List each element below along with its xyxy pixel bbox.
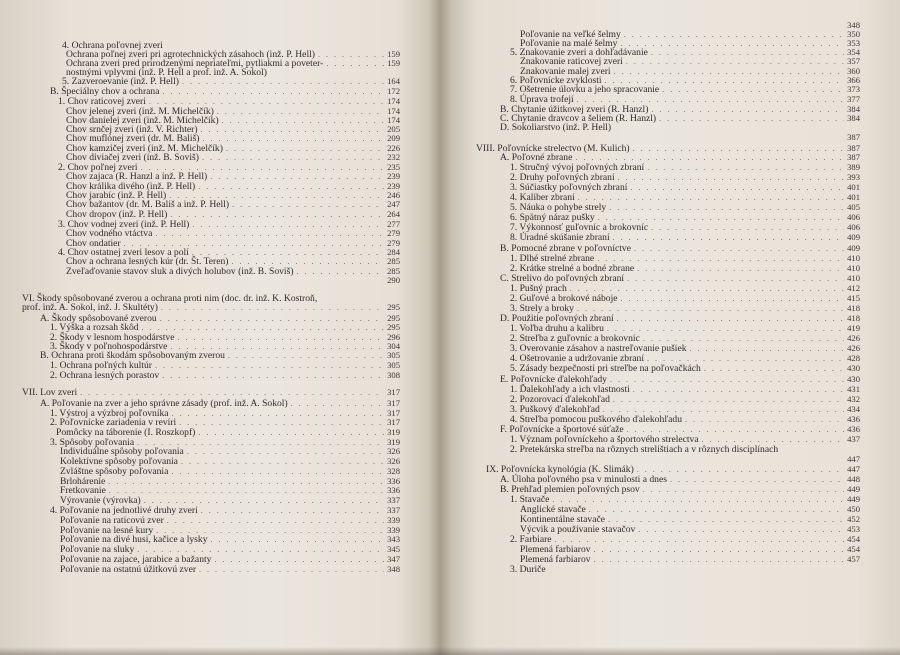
toc-page-number: 350 [847, 29, 860, 39]
toc-entry [510, 232, 860, 243]
toc-page-number: 387 [847, 132, 860, 142]
toc-entry-title: Znakovanie malej zveri [520, 66, 611, 77]
toc-entry-title: Zveľaďovanie stavov sluk a divých holubov (inž. B. Soviš) [66, 266, 294, 277]
toc-entry-title: E. Poľovnícke ďalekohľady [500, 374, 607, 385]
toc-page-number: 412 [847, 283, 860, 293]
toc-page-number: 295 [387, 313, 400, 323]
toc-entry [22, 387, 400, 398]
toc-entry [60, 564, 400, 575]
toc-page-number: 357 [847, 56, 860, 66]
toc-page-number: 159 [387, 49, 400, 59]
toc-entry-title: 8. Úradné skúšanie zbraní [510, 232, 610, 243]
toc-entry-title: 2. Škody v lesnom hospodárstve [50, 332, 175, 343]
toc-entry-title: 3. Strely a broky [510, 303, 574, 314]
toc-page-number: 279 [387, 228, 400, 238]
toc-entry-title: 1. Význam poľovníckeho a športového strelectva [510, 434, 699, 445]
toc-entry-title: B. Pomocné zbrane v poľovníctve [500, 243, 631, 254]
toc-entry-title: 2. Druhy poľovných zbraní [510, 172, 615, 183]
toc-entry-title: 1. Výstroj a výzbroj poľovníka [50, 408, 169, 419]
toc-entry-title: Poľovanie na veľké šelmy [520, 29, 621, 40]
dot-leader [80, 387, 384, 398]
toc-page-number: 430 [847, 363, 860, 373]
toc-entry-title: Zvláštne spôsoby poľovania [60, 466, 169, 477]
toc-page-number: 247 [387, 199, 400, 209]
toc-page-number: 360 [847, 66, 860, 76]
toc-entry-title: Kontinentálne stavače [520, 514, 605, 525]
toc-page-number: 454 [847, 534, 860, 544]
toc-entry-title: 3. Puškový ďalekohľad [510, 404, 600, 415]
toc-entry-title: 4. Chov ostatnej zveri lesov a polí [58, 247, 189, 258]
toc-page-number: 447 [847, 464, 860, 474]
toc-entry-title: 2. Pozorovací ďalekohľad [510, 394, 610, 405]
toc-page-number: 305 [387, 360, 400, 370]
toc-entry-title: C. Chytanie dravcov a šeliem (R. Hanzl) [500, 113, 657, 124]
toc-entry-title: B. Chytanie úžitkovej zveri (R. Hanzl) [500, 104, 649, 115]
toc-page-number: 296 [387, 332, 400, 342]
toc-entry-title: A. Poľovné zbrane [500, 152, 573, 163]
toc-page-number: 343 [387, 534, 400, 544]
toc-entry-title: Chov ondatier [66, 238, 121, 249]
toc-page-number: 377 [847, 94, 860, 104]
toc-page-number: 430 [847, 374, 860, 384]
toc-entry-title: 1. Chov raticovej zveri [58, 96, 146, 107]
toc-entry-title: 4. Streľba pomocou puškového ďalekohľadu [510, 414, 682, 425]
toc-page-number: 449 [847, 494, 860, 504]
toc-entry-title: Kolektívne spôsoby poľovania [60, 456, 178, 467]
toc-entry-title: 4. Ošetrovanie a udržovanie zbraní [510, 353, 644, 364]
toc-entry-title: 4. Ochrana poľovnej zveri [62, 40, 163, 51]
toc-page-number: 235 [387, 162, 400, 172]
toc-page-number: 409 [847, 243, 860, 253]
toc-entry-title: Chov kamzičej zveri (inž. M. Michelčík) [66, 143, 223, 154]
toc-entry-title: 3. Spôsoby poľovania [50, 437, 135, 448]
toc-page-number: 295 [387, 322, 400, 332]
toc-page-number: 454 [847, 544, 860, 554]
toc-page-number: 418 [847, 313, 860, 323]
toc-entry-title: Poľovanie na ostatnú úžitkovú zver [60, 564, 197, 575]
toc-page-number: 174 [387, 96, 400, 106]
toc-page-number: 326 [387, 456, 400, 466]
toc-entry-title: 5. Náuka o pohybe strely [510, 202, 607, 213]
toc-entry-title: D. Sokoliarstvo (inž. P. Hell) [500, 122, 612, 133]
toc-entry-title: Chov danielej zveri (inž. M. Michelčík) [66, 115, 219, 126]
toc-page-number: 384 [847, 104, 860, 114]
toc-entry-title: 5. Zásady bezpečnosti pri streľbe na poľovačkách [510, 363, 701, 374]
toc-page-number: 419 [847, 323, 860, 333]
toc-page-number: 339 [387, 515, 400, 525]
toc-page-number: 317 [387, 408, 400, 418]
toc-page-number: 319 [387, 437, 400, 447]
toc-page-number: 174 [387, 106, 400, 116]
toc-entry-title: 2. Krátke strelné a bodné zbrane [510, 263, 635, 274]
toc-page-number: 434 [847, 404, 860, 414]
toc-page-number: 432 [847, 394, 860, 404]
toc-entry-title: Chov muflónej zveri (dr. M. Bališ) [66, 133, 200, 144]
toc-page-number: 304 [387, 341, 400, 351]
toc-page-number: 277 [387, 219, 400, 229]
toc-entry-title: Znakovanie raticovej zveri [520, 56, 623, 67]
toc-page-number: 239 [387, 171, 400, 181]
toc-page-number: 285 [387, 266, 400, 276]
toc-page-number: 295 [387, 302, 400, 312]
toc-page-number: 449 [847, 484, 860, 494]
toc-page-number: 317 [387, 387, 400, 397]
toc-entry-title: 3. Súčiastky poľovných zbraní [510, 182, 628, 193]
toc-page-number: 345 [387, 544, 400, 554]
toc-page-number: 436 [847, 424, 860, 434]
toc-entry [22, 302, 400, 313]
toc-entry-title: Chov diviačej zveri (inž. B. Soviš) [66, 152, 199, 163]
toc-page-number: 447 [847, 454, 860, 464]
toc-entry-title: 2. Chov poľnej zveri [58, 162, 138, 173]
toc-page-number: 159 [387, 58, 400, 68]
toc-entry-title: 2. Ochrana lesných porastov [50, 370, 160, 381]
toc-entry-title: 1. Stručný vývoj poľovných zbraní [510, 162, 645, 173]
toc-page-number: 328 [387, 466, 400, 476]
toc-page-number: 384 [847, 113, 860, 123]
dot-leader [704, 363, 844, 374]
toc-page-number: 366 [847, 75, 860, 85]
toc-entry-title: Poľovanie na malé šelmy [520, 38, 618, 49]
toc-entry-title: 3. Duriče [510, 564, 546, 575]
toc-page-number: 317 [387, 417, 400, 427]
toc-entry-title: Chov králika divého (inž. P. Hell) [66, 181, 196, 192]
toc-page-number: 347 [387, 554, 400, 564]
toc-page-number: 348 [847, 20, 860, 30]
dot-leader [161, 302, 384, 313]
toc-entry-title: 5. Znakovanie zveri a dohľadávanie [510, 47, 648, 58]
toc-page-number: 431 [847, 384, 860, 394]
toc-page-number: 393 [847, 172, 860, 182]
toc-page-number: 232 [387, 152, 400, 162]
toc-entry-title: Plemená farbiarov [520, 554, 591, 565]
toc-page-number: 205 [387, 124, 400, 134]
toc-page-number: 354 [847, 47, 860, 57]
toc-page-number: 353 [847, 38, 860, 48]
toc-entry-title: 2. Streľba z guľovníc a brokovníc [510, 333, 640, 344]
toc-entry-title: Chov dropov (inž. P. Hell) [66, 209, 168, 220]
toc-entry-title: Poľovanie na zajace, jarabice a bažanty [60, 554, 212, 565]
toc-entry-title: IX. Poľovnícka kynológia (K. Slimák) [486, 464, 634, 475]
toc-page-number: 209 [387, 133, 400, 143]
toc-entry-title: 1. Dlhé strelné zbrane [510, 253, 595, 264]
toc-entry-title: 1. Voľba druhu a kalibru [510, 323, 604, 334]
toc-entry-title: F. Poľovnícke a športové súťaže [500, 424, 624, 435]
toc-page-number: 337 [387, 505, 400, 515]
toc-entry-title: 4. Poľovanie na jednotlivé druhy zveri [50, 505, 198, 516]
toc-page-number: 406 [847, 212, 860, 222]
right-page [448, 0, 900, 655]
toc-entry [510, 363, 860, 374]
dot-leader [199, 564, 384, 575]
toc-entry-title: prof. inž. A. Sokol, inž. J. Skultéty) [22, 302, 158, 313]
toc-page-number: 226 [387, 143, 400, 153]
toc-entry-title: 1. Ochrana poľných kultúr [50, 360, 152, 371]
toc-entry-title: nostnými vplyvmi (inž. P. Hell a prof. inž. A. Sokol) [66, 67, 267, 78]
toc-page-number: 453 [847, 524, 860, 534]
toc-entry-title: Chov zajaca (R. Hanzl a inž. P. Hell) [66, 171, 208, 182]
toc-entry [510, 564, 860, 575]
toc-page-number: 410 [847, 273, 860, 283]
toc-entry-title: Poľovanie na lesné kury [60, 525, 154, 536]
toc-page-number: 326 [387, 446, 400, 456]
toc-entry-title: Chov jarabíc (inž. P. Hell) [66, 190, 167, 201]
toc-entry-title: 3. Chov vodnej zveri (inž. P. Hell) [58, 219, 190, 230]
toc-entry-title: 1. Stavače [510, 494, 550, 505]
toc-entry-title: Výcvik a používanie stavačov [520, 524, 636, 535]
toc-page-number: 428 [847, 353, 860, 363]
toc-entry-title: Brloháreníe [60, 476, 106, 487]
toc-entry-title: 6. Spätný náraz pušky [510, 212, 595, 223]
toc-entry-title: 2. Farbiare [510, 534, 552, 545]
toc-entry-title: Ochrana zveri pred prirodzenými nepriateľmi, pytliakmi a poveter- [66, 58, 324, 69]
toc-page-number: 387 [847, 152, 860, 162]
toc-entry-title: VIII. Poľovnícke strelectvo (M. Kulich) [476, 143, 630, 154]
toc-page-number: 264 [387, 209, 400, 219]
toc-page-number: 389 [847, 162, 860, 172]
toc-page-number: 448 [847, 474, 860, 484]
toc-entry-title: Výrovanie (výrovka) [60, 495, 141, 506]
toc-page-number: 437 [847, 434, 860, 444]
toc-page-number: 319 [387, 427, 400, 437]
toc-entry-title: Individuálne spôsoby poľovania [60, 446, 184, 457]
toc-entry-title: 7. Výkonnosť guľovníc a brokovníc [510, 222, 649, 233]
toc-entry-title: A. Úloha poľovného psa v minulosti a dnes [500, 474, 667, 485]
page-bottom-edge [0, 647, 900, 655]
toc-entry-title: VII. Lov zveri [22, 387, 78, 398]
toc-page-number: 410 [847, 253, 860, 263]
toc-page-number: 246 [387, 190, 400, 200]
toc-entry-title: Plemená farbiarov [520, 544, 591, 555]
toc-entry-title: 4. Kaliber zbraní [510, 192, 575, 203]
toc-entry-title: 2. Guľové a brokové náboje [510, 293, 618, 304]
toc-entry-title: 5. Zazveroevanie (inž. P. Hell) [62, 76, 179, 87]
toc-page-number: 401 [847, 192, 860, 202]
toc-page-number: 415 [847, 293, 860, 303]
toc-entry-title: Chov a ochrana lesných kúr (dr. Št. Teren) [66, 256, 229, 267]
toc-page-number: 436 [847, 414, 860, 424]
toc-page-number: 174 [387, 115, 400, 125]
toc-page-number: 426 [847, 343, 860, 353]
toc-page-number: 317 [387, 398, 400, 408]
toc-page-number: 409 [847, 232, 860, 242]
toc-entry-title: 2. Pretekárska streľba na rôznych strelištiach a v rôznych disciplínach [510, 444, 779, 455]
toc-page-number: 239 [387, 181, 400, 191]
toc-entry-title: VI. Škody spôsobované zverou a ochrana proti nim (doc. dr. inž. K. Kostroň, [22, 293, 318, 304]
toc-entry-title: Poľovanie na sluky [60, 544, 135, 555]
toc-entry-title: B. Ochrana proti škodám spôsobovaným zverou [40, 350, 225, 361]
toc-page-number: 406 [847, 222, 860, 232]
left-page [0, 0, 440, 655]
toc-page-number: 284 [387, 247, 400, 257]
toc-page-number: 450 [847, 504, 860, 514]
dot-leader [613, 232, 844, 243]
toc-entry-title: A. Škody spôsobované zverou [40, 313, 157, 324]
toc-page-number: 308 [387, 370, 400, 380]
toc-page-number: 418 [847, 303, 860, 313]
toc-page-number: 387 [847, 143, 860, 153]
toc-entry-title: Ochrana poľnej zveri pri agrotechnických zásahoch (inž. P. Hell) [66, 49, 315, 60]
toc-entry-title: B. Špeciálny chov a ochrana [50, 86, 160, 97]
toc-entry-title: 1. Výška a rozsah škôd [50, 322, 139, 333]
toc-entry-title: 2. Poľovnícke zariadenia v revíri [50, 417, 177, 428]
toc-entry-title: B. Prehľad plemien poľovných psov [500, 484, 640, 495]
toc-page-number: 290 [387, 275, 400, 285]
toc-page-number: 336 [387, 476, 400, 486]
toc-entry-title: 1. Ďalekohľady a ich vlastnosti [510, 384, 630, 395]
toc-page-number: 348 [387, 564, 400, 574]
toc-entry-title: Pomôcky na táborenie (I. Roszkopf) [56, 427, 196, 438]
toc-page-number: 336 [387, 485, 400, 495]
toc-entry-title: 6. Poľovnícke zvyklosti [510, 75, 602, 86]
toc-entry-title: 3. Škody v poľnohospodárstve [50, 341, 168, 352]
toc-entry-title: Chov vodného vtáctva [66, 228, 153, 239]
toc-page-number: 285 [387, 256, 400, 266]
toc-entry-title: 8. Úprava trofejí [510, 94, 574, 105]
toc-entry [66, 275, 400, 286]
toc-page-number: 172 [387, 86, 400, 96]
toc-page-number: 337 [387, 495, 400, 505]
toc-page-number: 279 [387, 238, 400, 248]
toc-entry-title: Chov bažantov (dr. M. Bališ a inž. P. Hell) [66, 199, 230, 210]
toc-entry-title: 1. Pušný prach [510, 283, 567, 294]
toc-entry-title: 7. Ošetrenie úlovku a jeho spracovanie [510, 84, 660, 95]
toc-entry-title: A. Poľovanie na zver a jeho správne zásady (prof. inž. A. Sokol) [40, 398, 288, 409]
toc-page-number: 426 [847, 333, 860, 343]
toc-entry-title: Chov srnčej zveri (inž. V. Richter) [66, 124, 198, 135]
toc-page-number: 452 [847, 514, 860, 524]
toc-entry-title: D. Použitie poľovných zbraní [500, 313, 614, 324]
toc-entry-title: Chov jelenej zveri (inž. M. Michelčík) [66, 106, 214, 117]
toc-entry-title: Poľovanie na raticovú zver [60, 515, 164, 526]
toc-page-number: 405 [847, 202, 860, 212]
toc-entry-title: Fretkovanie [60, 485, 106, 496]
toc-entry-title: Anglické stavače [520, 504, 586, 515]
toc-entry [500, 132, 860, 143]
toc-entry [50, 370, 400, 381]
toc-page-number: 305 [387, 350, 400, 360]
toc-entry-title: Poľovanie na divé husi, kačice a lysky [60, 534, 208, 545]
toc-page-number: 401 [847, 182, 860, 192]
toc-page-number: 373 [847, 84, 860, 94]
toc-page-number: 410 [847, 263, 860, 273]
toc-page-number: 164 [387, 76, 400, 86]
toc-entry-title: 3. Overovanie zásahov a nastreľovanie pušiek [510, 343, 687, 354]
toc-page-number: 339 [387, 525, 400, 535]
dot-leader [162, 370, 384, 381]
toc-page-number: 457 [847, 554, 860, 564]
toc-entry-title: C. Strelivo do poľovných zbraní [500, 273, 625, 284]
